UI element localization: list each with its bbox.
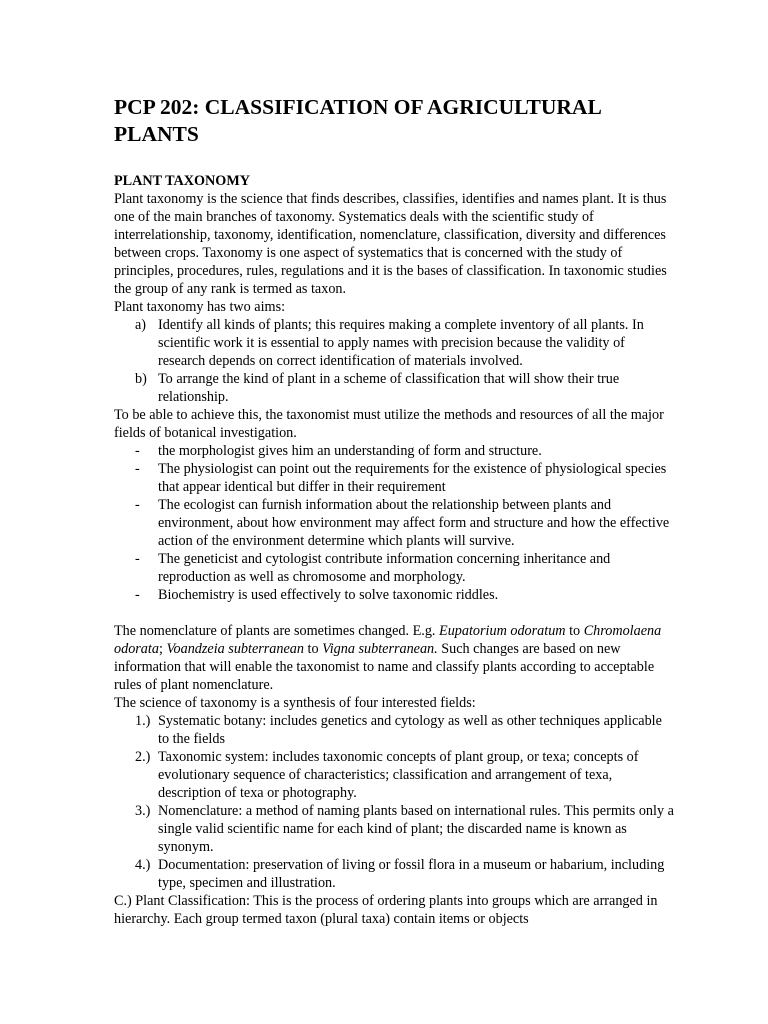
list-item-text: The geneticist and cytologist contribute information concerning inheritance and reproduction as well as chromosome and morphology. <box>158 551 611 585</box>
aims-intro: Plant taxonomy has two aims: <box>114 299 286 315</box>
list-item-text: The ecologist can furnish information about the relationship between plants and environment, about how environment may affect form and structure and how the effective action of the environment determine which plants will survive. <box>158 497 670 549</box>
nomen-text-1: The nomenclature of plants are sometimes changed. E.g. <box>114 623 440 639</box>
list-item-text: To arrange the kind of plant in a scheme of classification that will show their true relationship. <box>158 371 620 405</box>
section-heading: PLANT TAXONOMY <box>114 173 250 189</box>
intro-paragraph: Plant taxonomy is the science that finds describes, classifies, identifies and names plant. It is thus one of the main branches of taxonomy. Systematics deals with the scientific study of interrelationship, taxonomy, identification, nomenclature, classification, diversity and differences between crops. Taxonomy is one aspect of systematics that is concerned with the study of principles, procedures, rules, regulations and it is the bases of classification. In taxonomic studies the group of any rank is termed as taxon. <box>114 191 667 297</box>
list-item <box>114 712 674 748</box>
list-marker: - <box>135 551 140 567</box>
nomen-text-2: to <box>565 623 584 639</box>
achieve-paragraph: To be able to achieve this, the taxonomist must utilize the methods and resources of all the major fields of botanical investigation. <box>114 407 664 441</box>
list-item-text: The physiologist can point out the requirements for the existence of physiological species that appear identical but differ in their requirement <box>158 461 667 495</box>
list-item <box>114 550 674 586</box>
aims-list <box>114 316 674 406</box>
list-item <box>114 856 674 892</box>
list-marker: - <box>135 443 140 459</box>
list-item-text: Nomenclature: a method of naming plants based on international rules. This permits only a single valid scientific name for each kind of plant; the discarded name is known as synonym. <box>158 803 674 855</box>
paragraph-spacer <box>114 604 674 622</box>
list-marker: b) <box>135 371 147 387</box>
list-item-text: Documentation: preservation of living or fossil flora in a museum or habarium, including type, specimen and illustration. <box>158 857 665 891</box>
list-marker: a) <box>135 317 147 333</box>
list-item-text: Identify all kinds of plants; this requires making a complete inventory of all plants. In scientific work it is essential to apply names with precision because the validity of research depends on correct identification of materials involved. <box>158 317 644 369</box>
nomen-text-5: Such changes are based on new information that will enable the taxonomist to name and classify plants according to acceptable rules of plant nomenclature. <box>114 641 655 693</box>
list-marker: 1.) <box>135 713 151 729</box>
species-name: Vigna subterranean. <box>322 641 438 657</box>
nomen-text-4: to <box>303 641 323 657</box>
document-body <box>114 172 674 928</box>
species-name: Chromolaena odorata <box>114 623 662 657</box>
list-marker: 4.) <box>135 857 151 873</box>
list-item <box>114 370 674 406</box>
nomenclature-paragraph <box>114 622 674 694</box>
document-title: PCP 202: CLASSIFICATION OF AGRICULTURAL PLANTS <box>114 95 601 146</box>
list-item <box>114 460 674 496</box>
list-item-text: Biochemistry is used effectively to solve taxonomic riddles. <box>158 587 499 603</box>
synthesis-list <box>114 712 674 892</box>
species-name: Eupatorium odoratum <box>439 623 566 639</box>
list-item <box>114 316 674 370</box>
list-item-text: Taxonomic system: includes taxonomic concepts of plant group, or texa; concepts of evolutionary sequence of characteristics; classification and arrangement of texa, description of texa or photography. <box>158 749 639 801</box>
species-name: Voandzeia subterranean <box>166 641 304 657</box>
list-item <box>114 802 674 856</box>
list-marker: 3.) <box>135 803 151 819</box>
list-marker: - <box>135 461 140 477</box>
list-item <box>114 748 674 802</box>
list-marker: 2.) <box>135 749 151 765</box>
classification-paragraph: C.) Plant Classification: This is the process of ordering plants into groups which are arranged in hierarchy. Each group termed taxon (plural taxa) contain items or objects <box>114 893 658 927</box>
list-marker: - <box>135 497 140 513</box>
list-marker: - <box>135 587 140 603</box>
list-item-text: the morphologist gives him an understanding of form and structure. <box>158 443 542 459</box>
fields-list <box>114 442 674 604</box>
nomen-text-3: ; <box>158 641 167 657</box>
list-item-text: Systematic botany: includes genetics and cytology as well as other techniques applicable to the fields <box>158 713 662 747</box>
list-item <box>114 496 674 550</box>
list-item <box>114 586 674 604</box>
list-item <box>114 442 674 460</box>
synthesis-intro: The science of taxonomy is a synthesis of four interested fields: <box>114 695 476 711</box>
